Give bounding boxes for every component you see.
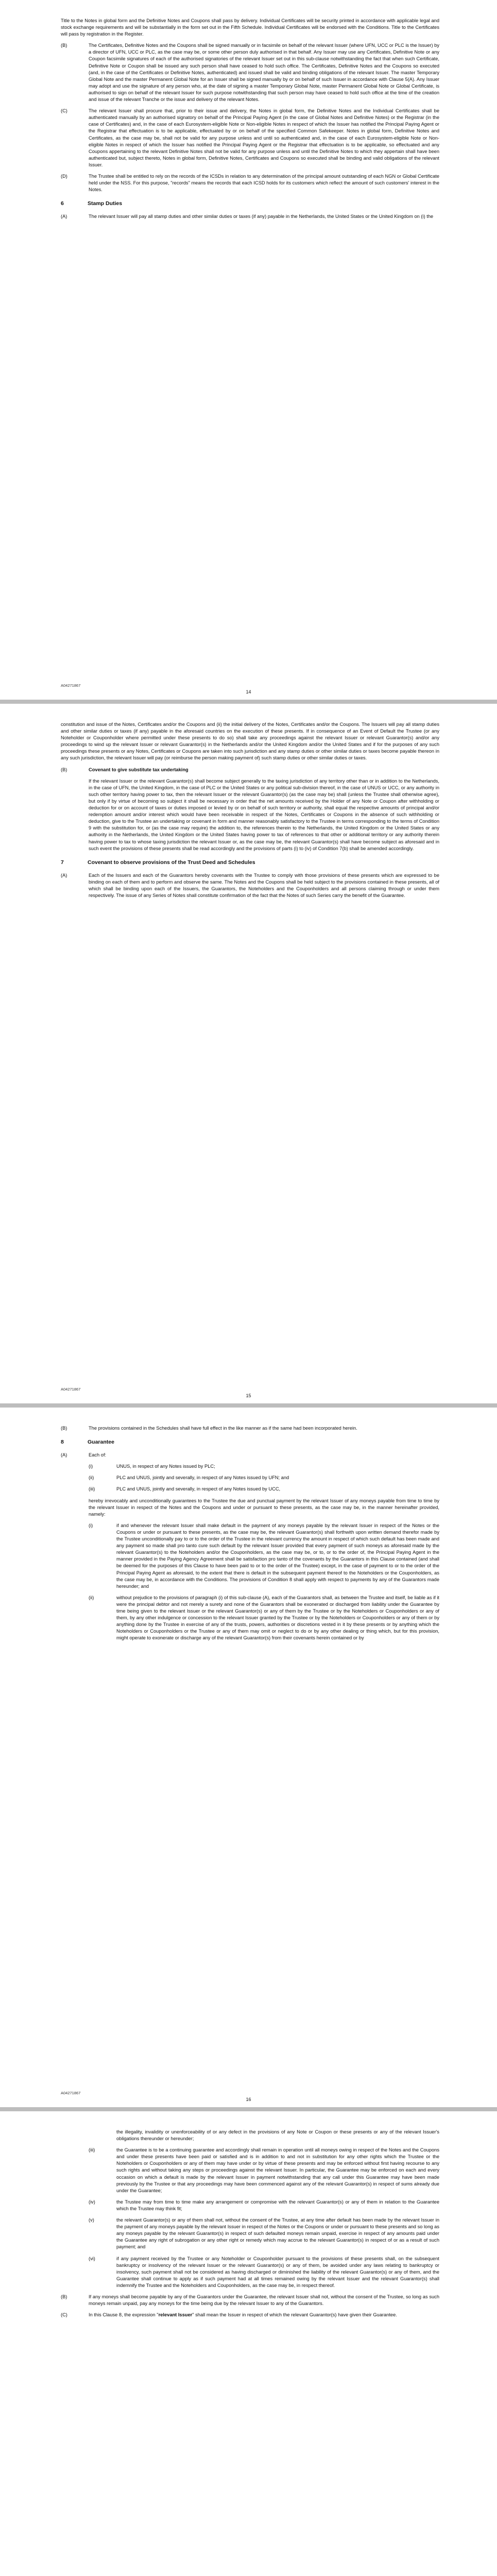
page-16 bbox=[0, 1408, 497, 2107]
item-label: (iii) bbox=[89, 1486, 95, 1492]
guarantor-item bbox=[89, 1475, 439, 1481]
clause-text: The relevant Issuer shall procure that, prior to their issue and delivery, the Notes in global form, the Definitive Notes and the Individual Certificates shall be authenticated manually by an authorised signatory on behalf of the Principal Paying Agent (in the case of Global Notes and Definitive Notes) or the Registrar (in the case of Certificates) and, in the case of each Eurosystem-eligible Note or Non-eligible Notes in respect of which the Issuer has notified the Principal Paying Agent or the Registrar that effectuation is to be applicable, effectuated by or on behalf of the specified Common Safekeeper. Notes in global form, Definitive Notes and Certificates, as the case may be, shall not be valid for any purpose unless and until so authenticated and, in the case of each Eurosystem-eligible Note or Non-eligible Notes in respect of which the Issuer has notified the Principal Paying Agent or the Registrar that effectuation is to be applicable, so effectuated and any Coupons appertaining to the relevant Definitive Notes shall not be valid for any purpose unless and until the Definitive Notes to which they appertain shall have been authenticated but, subject thereto, Notes in global form, Definitive Notes, Certificates and Coupons so executed shall be binding and valid obligations of the relevant Issuer. bbox=[89, 108, 439, 167]
clause-heading: Covenant to give substitute tax undertaking bbox=[89, 767, 188, 772]
clause-b bbox=[61, 42, 439, 103]
clause-text: The Trustee shall be entitled to rely on the records of the ICSDs in relation to any determination of the principal amount outstanding of each NGN or Global Certificate held under the NSS. For this purpose, "records" means the records that each ICSD holds for its customers which reflect the amount of such customers' interest in the Notes. bbox=[89, 173, 439, 193]
item-label: (vi) bbox=[89, 2256, 95, 2261]
paragraph: constitution and issue of the Notes, Certificates and/or the Coupons and (ii) the initial delivery of the Notes, Certificates and/or the Coupons. The Issuers will pay all stamp duties and other similar duties or taxes (if any) payable in the aforesaid countries on the execution of these presents. If in consequence of an Event of Default the Trustee (or any Noteholder or Couponholder where permitted under these presents to do so) shall take any proceedings against the relevant Issuer or relevant Guarantor(s) and/or any proceedings to wind up the relevant Issuer or relevant Guarantor(s) in the Netherlands and/or the United Kingdom and/or the United States and if for the purposes of any such proceedings these presents or any Notes, Certificates or Coupons are taken into such jurisdiction and any stamp duties or other similar duties or taxes become payable thereon in any such jurisdiction, the relevant Issuer will pay (or reimburse the person making payment of) such stamp duties or other similar duties or taxes. bbox=[61, 722, 439, 761]
clause-label: (B) bbox=[61, 767, 67, 772]
clause-label: (A) bbox=[61, 214, 67, 219]
clause-label: (B) bbox=[61, 2294, 67, 2299]
section-heading bbox=[61, 859, 439, 866]
section-number: 8 bbox=[61, 1439, 64, 1446]
clause-text: Each of: bbox=[89, 1452, 107, 1458]
page-number: 15 bbox=[246, 1393, 251, 1398]
page-17 bbox=[0, 2111, 497, 2576]
clause-label: (B) bbox=[61, 1426, 67, 1431]
clause-text: The provisions contained in the Schedules shall have full effect in the like manner as if the same had been incorporated herein. bbox=[89, 1426, 357, 1431]
guarantee-clause bbox=[89, 1595, 439, 1642]
item-label: (v) bbox=[89, 2217, 94, 2223]
page-15 bbox=[0, 704, 497, 1403]
item-text: UNUS, in respect of any Notes issued by PLC; bbox=[116, 1464, 215, 1469]
document-reference: A04271867 bbox=[61, 1387, 81, 1392]
section-heading bbox=[61, 200, 439, 207]
guarantee-clause bbox=[89, 2199, 439, 2212]
clause-c bbox=[61, 108, 439, 168]
clause-d bbox=[61, 173, 439, 193]
page-number: 14 bbox=[246, 689, 251, 694]
clause-text bbox=[89, 2312, 439, 2318]
paragraph: hereby irrevocably and unconditionally guarantees to the Trustee the due and punctual payment by the relevant Issuer of any moneys payable from time to time by the relevant Issuer in respect of the Notes and the Coupons and under or pursuant to these presents, as the case may be, in the manner hereinafter provided, namely: bbox=[89, 1498, 439, 1517]
document-reference: A04271867 bbox=[61, 683, 81, 688]
page-number: 16 bbox=[246, 2097, 251, 2102]
clause-b bbox=[61, 767, 439, 852]
clause-text: If any moneys shall become payable by any of the Guarantors under the Guarantee, the relevant Issuer shall not, without the consent of the Trustee, so long as such moneys remain unpaid, pay any moneys for the time being due by the relevant Issuer to any of the Guarantors. bbox=[89, 2294, 439, 2307]
section-heading bbox=[61, 1439, 439, 1446]
defined-term: relevant Issuer bbox=[158, 2312, 193, 2318]
clause-a bbox=[61, 213, 439, 220]
item-text: the Trustee may from time to time make any arrangement or compromise with the relevant Guarantor(s) or any of them in relation to the Guarantee which the Trustee may think fit; bbox=[116, 2199, 439, 2211]
clause-b bbox=[61, 1425, 439, 1432]
clause-text: If the relevant Issuer or the relevant Guarantor(s) shall become subject generally to the taxing jurisdiction of any territory other than or in addition to the Netherlands, in the case of UFN, the United Kingdom, in the case of PLC or the United States or any political sub-division thereof, in the case of UNUS or UCC, or any authority in such other territory having power to tax, then the relevant Issuer or the relevant Guarantor(s) (as the case may be) shall (unless the Trustee shall otherwise agree), but only if by virtue of becoming so subject it shall be necessary in order that the net amounts received by the Holder of any Note or Coupon after withholding or deduction for or on account of taxes or duties imposed or levied by or on behalf of such territory or authority, shall equal the respective amounts of principal and/or redemption amount and/or interest which would have been receivable in respect of the Notes, Certificates or Coupons in the absence of such withholding or deduction, give to the Trustee an undertaking or covenant in form and manner reasonably satisfactory to the Trustee in terms corresponding to the terms of Condition 9 with the substitution for, or (as the case may require) the addition to, the references therein to the Netherlands, the United Kingdom or the United States or any authority in the Netherlands, the United Kingdom or the United States having power to tax of references to that other or additional territory or any authority therein having power to tax to whose taxing jurisdiction the relevant Issuer or, as the case may be, the relevant Guarantor(s) shall have become subject as aforesaid and in such event the provisions of these presents shall be read accordingly and the provisions of parts (i) to (iv) of Condition 7(b) shall be amended accordingly. bbox=[89, 778, 439, 851]
section-title: Stamp Duties bbox=[88, 200, 123, 207]
clause-label: (C) bbox=[61, 2312, 67, 2318]
guarantee-clause bbox=[89, 2147, 439, 2194]
item-label: (ii) bbox=[89, 1475, 94, 1481]
section-title: Guarantee bbox=[88, 1439, 114, 1446]
document-reference: A04271867 bbox=[61, 2091, 81, 2095]
guarantor-item bbox=[89, 1463, 439, 1470]
item-label: (iv) bbox=[89, 2199, 95, 2205]
clause-label: (A) bbox=[61, 1452, 67, 1458]
guarantee-clause bbox=[89, 2217, 439, 2250]
item-text: if and whenever the relevant Issuer shall make default in the payment of any moneys payable by the relevant Issuer in respect of the Notes or the Coupons or under or pursuant to these presents, as the case may be, the relevant Guarantor(s) shall forthwith upon written demand therefor made by the Trustee unconditionally pay to or to the order of the Trustee in the relevant currency the amount in respect of which such default has been made and any payment so made shall pro tanto cure such default by the relevant Issuer provided that every payment of such moneys as aforesaid made by the relevant Guarantor(s) to the Noteholders and/or the Couponholders, as the case may be, or to, or to the order of, the Principal Paying Agent in the manner provided in the Paying Agency Agreement shall be satisfaction pro tanto of the covenants by the Guarantors in this Clause contained (and shall be deemed for the purposes of this Clause to have been paid to or to the order of the Trustee) except, in the case of payment to or to the order of the Principal Paying Agent as aforesaid, to the extent that there is default in the subsequent payment thereof to the Noteholders or the Couponholders, as the case may be, in accordance with the Conditions. The provisions of Condition 8 shall apply with respect to payments by any of the Guarantors made hereunder; and bbox=[116, 1522, 439, 1589]
paragraph: the illegality, invalidity or unenforceability of or any defect in the provisions of any Note or Coupon or these presents or any of the relevant Issuer's obligations thereunder or hereunder; bbox=[116, 2129, 439, 2142]
clause-a bbox=[61, 872, 439, 899]
clause-label: (C) bbox=[61, 108, 67, 114]
section-number: 6 bbox=[61, 200, 64, 207]
clause-label: (D) bbox=[61, 173, 67, 179]
clause-text: The Certificates, Definitive Notes and the Coupons shall be signed manually or in facsimile on behalf of the relevant Issuer (where UFN, UCC or PLC is the Issuer) by a director of UFN, UCC or PLC, as the case may be, or some other person duly authorised in that behalf. Any Issuer may use any Certificates, Definitive Note or any Coupon facsimile signatures of each of the authorised signatories of the relevant Issuer set out in this sub-clause notwithstanding the fact that when such Certificate, Definitive Note or Coupon shall be issued any such person shall have ceased to hold such office. The Certificates, Definitive Notes and the Coupons so executed (and, in the case of the Certificates or Definitive Notes, authenticated) and issued shall be valid and binding obligations of the relevant Issuer. The master Temporary Global Note and the master Permanent Global Note for an Issuer shall be signed manually by or on behalf of such Issuer in accordance with Clause 5(A). Any Issuer may adopt and use the signature of any person who, at the date of signing a master Temporary Global Note, master Permanent Global Note or Global Certificate, is authorised to sign on behalf of the relevant Issuer for such purpose notwithstanding that such person may have ceased to hold such office at the time of the creation and issue of the relevant Tranche or the issue and delivery of the relevant Notes. bbox=[89, 43, 439, 103]
page-14 bbox=[0, 0, 497, 700]
clause-text-after: " shall mean the Issuer in respect of which the relevant Guarantor(s) have given their Guarantee. bbox=[192, 2312, 397, 2318]
clause-label: (A) bbox=[61, 872, 67, 878]
item-label: (i) bbox=[89, 1522, 93, 1528]
item-text: if any payment received by the Trustee or any Noteholder or Couponholder pursuant to the provisions of these presents shall, on the subsequent bankruptcy or insolvency of the relevant Issuer or the relevant Guarantor(s) or any of them, be avoided under any laws relating to bankruptcy or insolvency, such payment shall not be considered as having discharged or diminished the liability of the relevant Guarantor(s) or any of them, and the Guarantee shall continue to apply as if such payment had at all times remained owing by the relevant Issuer and the relevant Guarantor(s) shall indemnify the Trustee and the Noteholders and Couponholders, as the case may be, in respect thereof. bbox=[116, 2256, 439, 2288]
paragraph: Title to the Notes in global form and the Definitive Notes and Coupons shall pass by delivery. Individual Certificates will be security printed in accordance with applicable legal and stock exchange requirements and will be substantially in the form set out in the Fifth Schedule. Individual Certificates will be endorsed with the Conditions. Title to the Certificates will pass by registration in the Register. bbox=[61, 18, 439, 37]
clause-a bbox=[61, 1452, 439, 1459]
section-number: 7 bbox=[61, 859, 64, 866]
guarantee-clause bbox=[89, 1522, 439, 1590]
clause-c bbox=[61, 2312, 439, 2318]
item-label: (iii) bbox=[89, 2147, 95, 2153]
item-text: PLC and UNUS, jointly and severally, in respect of any Notes issued by UCC, bbox=[116, 1486, 281, 1492]
item-label: (i) bbox=[89, 1464, 93, 1469]
guarantee-clause bbox=[89, 2256, 439, 2289]
item-text: the Guarantee is to be a continuing guarantee and accordingly shall remain in operation until all moneys owing in respect of the Notes and the Coupons and under these presents have been paid or satisfied and is in addition to and not in substitution for any other rights which the Trustee or the Noteholders or Couponholders or any of them may have under or by virtue of these presents and may be enforced without first having recourse to any such rights and without taking any steps or proceedings against the relevant Issuer. In particular, the Guarantee may be enforced on each and every occasion on which a default is made by the relevant Issuer in payment notwithstanding that any call under this Guarantee may have been made previously by the Trustee or that any proceedings may have been commenced against any of the relevant Guarantor(s) in respect of sums already due under the Guarantee; bbox=[116, 2147, 439, 2193]
clause-label: (B) bbox=[61, 43, 67, 48]
item-label: (ii) bbox=[89, 1595, 94, 1600]
clause-text: Each of the Issuers and each of the Guarantors hereby covenants with the Trustee to comply with those provisions of these presents which are expressed to be binding on each of them and to perform and observe the same. The Notes and the Coupons shall be held subject to the provisions contained in these presents, all of which shall be binding upon each of the Issuers, the Guarantors, the Noteholders and the Couponholders and all persons claiming through or under them respectively. The issue of any Series of Notes shall constitute confirmation of the fact that the Notes of such Series carry the benefit of the Guarantee. bbox=[89, 872, 439, 899]
section-title: Covenant to observe provisions of the Trust Deed and Schedules bbox=[88, 859, 255, 866]
clause-text: The relevant Issuer will pay all stamp duties and other similar duties or taxes (if any) payable in the Netherlands, the United States or the United Kingdom on (i) the bbox=[89, 214, 434, 219]
item-text: the relevant Guarantor(s) or any of them shall not, without the consent of the Trustee, at any time after default has been made by the relevant Issuer in the payment of any moneys payable by the relevant Issuer in respect of the Notes or the Coupons or under or pursuant to these presents and so long as any moneys payable by the relevant Guarantor(s) in respect of such defaulted moneys remain unpaid, exercise in respect of any amounts paid under the Guarantee any right of subrogation or any other right or remedy which may accrue to the relevant Guarantor(s) in respect of or as a result of such payment; and bbox=[116, 2217, 439, 2250]
guarantor-item bbox=[89, 1486, 439, 1493]
clause-text-before: In this Clause 8, the expression " bbox=[89, 2312, 159, 2318]
item-text: PLC and UNUS, jointly and severally, in respect of any Notes issued by UFN; and bbox=[116, 1475, 289, 1481]
item-text: without prejudice to the provisions of paragraph (i) of this sub-clause (A), each of the Guarantors shall, as between the Trustee and itself, be liable as if it were the principal debtor and not merely a surety and none of the Guarantors shall be exonerated or discharged from liability under the Guarantee by time being given to the relevant Issuer or the relevant Guarantor(s) or any of them by the Trustee or by the Noteholders or Couponholders or any of them, by any other indulgence or concession to the relevant Issuer granted by the Trustee or by the Noteholders or Couponholders or any of them or by anything done by the Trustee in exercise of any of the trusts, powers, authorities or discretions vested in it by these presents or by anything which the Noteholders or Couponholders or the Trustee or any of them may omit or neglect to do or by any other dealing or thing which, but for this provision, might operate to exonerate or discharge any of the relevant Guarantor(s) from their covenants herein contained or by bbox=[116, 1595, 439, 1641]
clause-b bbox=[61, 2294, 439, 2307]
